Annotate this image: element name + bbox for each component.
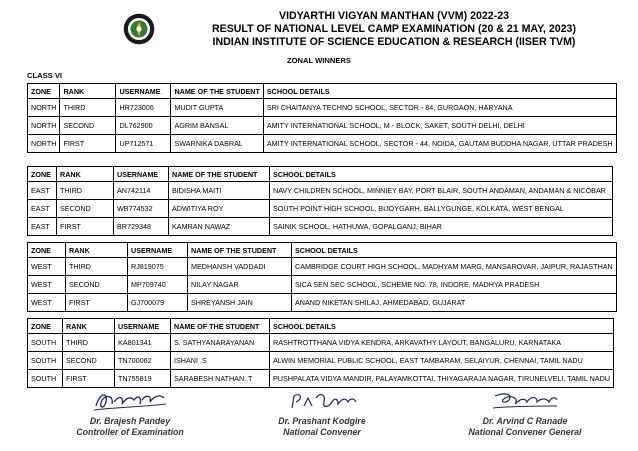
title-line-2: RESULT OF NATIONAL LEVEL CAMP EXAMINATION (20 & 21 MAY, 2023) (212, 23, 576, 35)
cell-school: ALWIN MEMORIAL PUBLIC SCHOOL, EAST TAMBARAM, SELAIYUR, CHENNAI, TAMIL NADU (270, 352, 614, 370)
cell-school: PUSHPALATA VIDYA MANDIR, PALAYAMKOTTAI, THIYAGARAJA NAGAR, TIRUNELVELI, TAMIL NADU (270, 370, 614, 388)
cell-school: ANAND NIKETAN SHILAJ, AHMEDABAD, GUJARAT (292, 294, 617, 312)
cell-student: SHREYANSH JAIN (188, 294, 292, 312)
col-school-details: SCHOOL DETAILS (263, 84, 616, 99)
cell-zone: WEST (28, 294, 66, 312)
table-header-row (28, 243, 617, 258)
signatory-name: Dr. Prashant Kodgire (278, 416, 366, 426)
cell-rank: FIRST (63, 370, 115, 388)
cell-student: SWARNIKA DABRAL (171, 135, 263, 153)
cell-rank: THIRD (63, 334, 115, 352)
col-zone: ZONE (28, 167, 57, 182)
document-header (0, 8, 638, 60)
title-block (150, 10, 638, 49)
col-student-name: NAME OF THE STUDENT (171, 319, 270, 334)
cell-student: KAMRAN NAWAZ (169, 218, 270, 236)
cell-rank: FIRST (60, 135, 116, 153)
cell-school: RASHTROTTHANA VIDYA KENDRA, ARKAVATHY LAYOUT, BANGALURU, KARNATAKA (270, 334, 614, 352)
cell-zone: EAST (28, 218, 57, 236)
cell-rank: SECOND (57, 200, 114, 218)
cell-school: NAVY CHILDREN SCHOOL, MINNIEY BAY, PORT BLAIR, SOUTH ANDAMAN, ANDAMAN & NICOBAR (270, 182, 613, 200)
col-username: USERNAME (115, 319, 171, 334)
cell-username: BR729348 (114, 218, 169, 236)
handwritten-signature-icon (485, 388, 565, 414)
cell-student: BIDISHA MAITI (169, 182, 270, 200)
cell-username: GJ700079 (128, 294, 188, 312)
col-school-details: SCHOOL DETAILS (270, 167, 613, 182)
cell-zone: NORTH (28, 117, 60, 135)
table-row (28, 117, 617, 135)
col-rank: RANK (60, 84, 116, 99)
cell-school: SRI CHAITANYA TECHNO SCHOOL, SECTOR - 84, GURGAON, HARYANA (263, 99, 616, 117)
cell-zone: SOUTH (28, 334, 63, 352)
zone-table-south (27, 318, 614, 388)
signatory-name: Dr. Brajesh Pandey (89, 416, 171, 426)
cell-rank: FIRST (66, 294, 128, 312)
title-line-1: VIDYARTHI VIGYAN MANTHAN (VVM) 2022-23 (279, 10, 509, 22)
cell-school: CAMBRIDGE COURT HIGH SCHOOL, MADHYAM MARG, MANSAROVAR, JAIPUR, RAJASTHAN (292, 258, 617, 276)
zone-table-east (27, 166, 613, 236)
signature-block-convener (262, 388, 382, 438)
cell-rank: SECOND (66, 276, 128, 294)
signature-block-controller (70, 388, 190, 438)
col-zone: ZONE (28, 243, 66, 258)
table-header-row (28, 167, 613, 182)
cell-rank: SECOND (60, 117, 116, 135)
handwritten-signature-icon (282, 388, 362, 414)
table-row (28, 294, 617, 312)
col-username: USERNAME (128, 243, 188, 258)
table-row (28, 258, 617, 276)
cell-rank: FIRST (57, 218, 114, 236)
cell-username: AN742114 (114, 182, 169, 200)
cell-student: MEDHANSH VADDADI (188, 258, 292, 276)
col-zone: ZONE (28, 319, 63, 334)
col-zone: ZONE (28, 84, 60, 99)
table-row (28, 99, 617, 117)
cell-rank: SECOND (63, 352, 115, 370)
col-rank: RANK (57, 167, 114, 182)
table-row (28, 276, 617, 294)
table-row (28, 370, 614, 388)
cell-username: KA801341 (115, 334, 171, 352)
cell-username: TN700062 (115, 352, 171, 370)
cell-school: SICA SEN SEC SCHOOL, SCHEME NO. 78, INDORE, MADHYA PRADESH (292, 276, 617, 294)
cell-username: MP709740 (128, 276, 188, 294)
cell-school: AMITY INTERNATIONAL SCHOOL, SECTOR - 44, NOIDA, GAUTAM BUDDHA NAGAR, UTTAR PRADESH (263, 135, 616, 153)
title-line-3: INDIAN INSTITUTE OF SCIENCE EDUCATION & RESEARCH (IISER TVM) (212, 36, 576, 48)
cell-student: MUDIT GUPTA (171, 99, 263, 117)
table-header-row (28, 84, 617, 99)
cell-zone: NORTH (28, 135, 60, 153)
cell-username: WB774532 (114, 200, 169, 218)
table-row (28, 182, 613, 200)
cell-zone: WEST (28, 258, 66, 276)
cell-username: RJ819075 (128, 258, 188, 276)
table-row (28, 352, 614, 370)
signatory-role: National Convener General (468, 427, 582, 437)
cell-school: SAINIK SCHOOL, HATHUWA, GOPALGANJ, BIHAR (270, 218, 613, 236)
signatory-role: National Convener (283, 427, 361, 437)
cell-student: SARABESH NATHAN. T (171, 370, 270, 388)
cell-zone: WEST (28, 276, 66, 294)
cell-rank: THIRD (66, 258, 128, 276)
zone-table-north (27, 83, 617, 153)
cell-username: UP712571 (116, 135, 171, 153)
cell-school: AMITY INTERNATIONAL SCHOOL, M - BLOCK, SAKET, SOUTH DELHI, DELHI (263, 117, 616, 135)
cell-zone: SOUTH (28, 352, 63, 370)
cell-student: ISHANI .S (171, 352, 270, 370)
col-student-name: NAME OF THE STUDENT (171, 84, 263, 99)
cell-student: AGRIM BANSAL (171, 117, 263, 135)
cell-username: DL762900 (116, 117, 171, 135)
col-student-name: NAME OF THE STUDENT (188, 243, 292, 258)
col-rank: RANK (63, 319, 115, 334)
col-school-details: SCHOOL DETAILS (270, 319, 614, 334)
col-rank: RANK (66, 243, 128, 258)
col-student-name: NAME OF THE STUDENT (169, 167, 270, 182)
subtitle: ZONAL WINNERS (287, 56, 351, 65)
cell-student: S. SATHYANARAYANAN (171, 334, 270, 352)
cell-username: TN755819 (115, 370, 171, 388)
cell-zone: SOUTH (28, 370, 63, 388)
cell-student: ADWITIYA ROY (169, 200, 270, 218)
handwritten-signature-icon (90, 388, 170, 414)
class-label: CLASS VI (27, 71, 63, 80)
cell-rank: THIRD (57, 182, 114, 200)
col-school-details: SCHOOL DETAILS (292, 243, 617, 258)
zone-table-west (27, 242, 617, 312)
table-row (28, 218, 613, 236)
cell-zone: NORTH (28, 99, 60, 117)
signatory-name: Dr. Arvind C Ranade (482, 416, 568, 426)
cell-zone: EAST (28, 182, 57, 200)
table-row (28, 135, 617, 153)
col-username: USERNAME (114, 167, 169, 182)
table-header-row (28, 319, 614, 334)
cell-student: NILAY NAGAR (188, 276, 292, 294)
signature-block-convener-general (460, 388, 590, 438)
col-username: USERNAME (116, 84, 171, 99)
table-row (28, 334, 614, 352)
cell-zone: EAST (28, 200, 57, 218)
table-row (28, 200, 613, 218)
cell-username: HR723006 (116, 99, 171, 117)
cell-school: SOUTH POINT HIGH SCHOOL, BIJOYGARH, BALLYGUNGE, KOLKATA, WEST BENGAL (270, 200, 613, 218)
signatory-role: Controller of Examination (76, 427, 184, 437)
cell-rank: THIRD (60, 99, 116, 117)
